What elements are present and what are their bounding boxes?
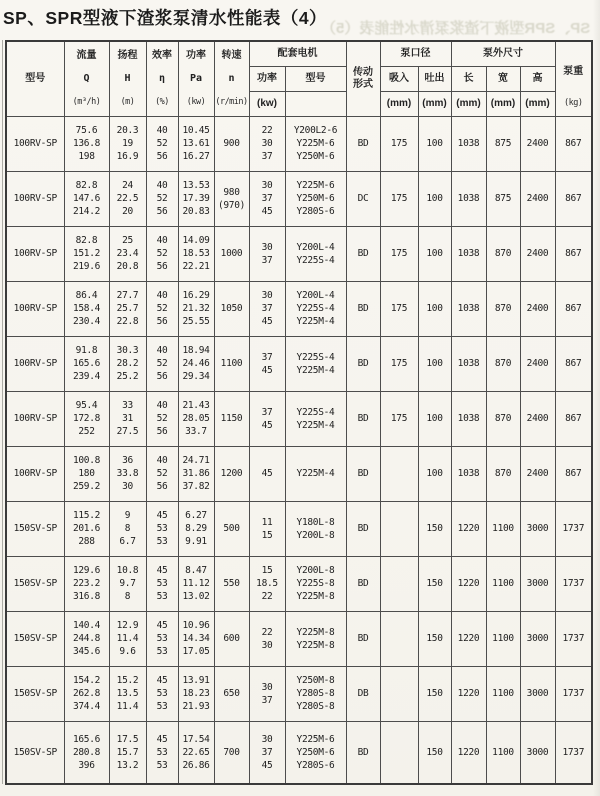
header-row-groups [6, 41, 592, 66]
cell-motor_kw: 11 15 [249, 501, 285, 556]
cell-discharge: 150 [418, 556, 451, 611]
cell-drive: BD [346, 721, 380, 784]
cell-motor_kw: 22 30 37 [249, 116, 285, 171]
cell-length: 1220 [451, 721, 486, 784]
cell-power: 24.71 31.86 37.82 [178, 446, 214, 501]
cell-suction: 175 [380, 391, 418, 446]
table-row [6, 226, 592, 281]
cell-eff: 45 53 53 [146, 501, 178, 556]
cell-discharge: 150 [418, 721, 451, 784]
cell-width: 1100 [486, 721, 520, 784]
col-header-bore-group: 泵口径 [380, 41, 451, 66]
cell-flow: 75.6 136.8 198 [64, 116, 109, 171]
cell-drive: BD [346, 611, 380, 666]
cell-suction: 175 [380, 116, 418, 171]
cell-weight: 867 [555, 116, 592, 171]
cell-discharge: 100 [418, 116, 451, 171]
cell-drive: BD [346, 501, 380, 556]
col-header-drive [346, 41, 380, 116]
cell-length: 1038 [451, 281, 486, 336]
cell-model: 100RV-SP [6, 281, 64, 336]
page-title: SP、SPR型液下渣浆泵清水性能表（4） [3, 8, 328, 28]
table-row [6, 336, 592, 391]
col-header-motor-power: 功率 [249, 66, 285, 91]
cell-discharge: 100 [418, 336, 451, 391]
cell-model: 100RV-SP [6, 116, 64, 171]
page-edge-shadow [593, 0, 600, 796]
cell-power: 8.47 11.12 13.02 [178, 556, 214, 611]
table-row [6, 721, 592, 784]
scan-artifact-line [2, 40, 3, 784]
cell-length: 1038 [451, 391, 486, 446]
col-header-motor-model: 型号 [285, 66, 346, 91]
cell-power: 13.91 18.23 21.93 [178, 666, 214, 721]
bleed-through-text: SP、SPR型液下渣浆泵清水性能表（5） [320, 20, 590, 37]
col-header-motor-group: 配套电机 [249, 41, 346, 66]
cell-weight: 867 [555, 446, 592, 501]
cell-discharge: 100 [418, 171, 451, 226]
head-symbol: H [124, 72, 131, 84]
col-header-efficiency [146, 41, 178, 116]
cell-model: 100RV-SP [6, 336, 64, 391]
cell-head: 12.9 11.4 9.6 [109, 611, 146, 666]
cell-motor_model: Y225M-6 Y250M-6 Y280S-6 [285, 721, 346, 784]
cell-flow: 95.4 172.8 252 [64, 391, 109, 446]
cell-width: 870 [486, 446, 520, 501]
cell-height: 2400 [520, 391, 555, 446]
cell-weight: 1737 [555, 721, 592, 784]
cell-speed: 500 [214, 501, 249, 556]
cell-model: 100RV-SP [6, 226, 64, 281]
cell-flow: 91.8 165.6 239.4 [64, 336, 109, 391]
cell-flow: 86.4 158.4 230.4 [64, 281, 109, 336]
head-label: 扬程 [117, 49, 138, 61]
cell-weight: 1737 [555, 501, 592, 556]
cell-height: 3000 [520, 611, 555, 666]
cell-motor_kw: 30 37 45 [249, 171, 285, 226]
cell-drive: BD [346, 226, 380, 281]
col-header-dims-group: 泵外尺寸 [451, 41, 555, 66]
cell-discharge: 100 [418, 281, 451, 336]
cell-model: 150SV-SP [6, 611, 64, 666]
cell-weight: 1737 [555, 611, 592, 666]
cell-length: 1220 [451, 611, 486, 666]
col-header-discharge: 吐出 [418, 66, 451, 91]
cell-head: 25 23.4 20.8 [109, 226, 146, 281]
table-row [6, 391, 592, 446]
cell-weight: 867 [555, 226, 592, 281]
col-header-weight [555, 41, 592, 116]
col-header-length: 长 [451, 66, 486, 91]
cell-suction [380, 721, 418, 784]
cell-drive: DC [346, 171, 380, 226]
cell-motor_model: Y200L-4 Y225S-4 Y225M-4 [285, 281, 346, 336]
cell-motor_model: Y225M-8 Y225M-8 [285, 611, 346, 666]
cell-flow: 100.8 180 259.2 [64, 446, 109, 501]
cell-height: 2400 [520, 336, 555, 391]
cell-suction [380, 611, 418, 666]
cell-speed: 1000 [214, 226, 249, 281]
cell-eff: 40 52 56 [146, 116, 178, 171]
table-wrapper [5, 40, 593, 785]
length-unit: (mm) [451, 91, 486, 116]
col-header-model: 型号 [6, 41, 64, 116]
cell-length: 1220 [451, 556, 486, 611]
flow-unit: (m³/h) [72, 96, 101, 107]
cell-speed: 650 [214, 666, 249, 721]
cell-suction [380, 446, 418, 501]
cell-motor_model: Y225M-4 [285, 446, 346, 501]
cell-power: 17.54 22.65 26.86 [178, 721, 214, 784]
cell-head: 17.5 15.7 13.2 [109, 721, 146, 784]
table-row [6, 171, 592, 226]
cell-discharge: 150 [418, 666, 451, 721]
cell-eff: 45 53 53 [146, 556, 178, 611]
power-unit: (kw) [186, 96, 206, 107]
col-header-width: 宽 [486, 66, 520, 91]
cell-model: 150SV-SP [6, 666, 64, 721]
cell-model: 150SV-SP [6, 556, 64, 611]
cell-weight: 867 [555, 281, 592, 336]
cell-motor_kw: 30 37 [249, 226, 285, 281]
cell-motor_model: Y225S-4 Y225M-4 [285, 391, 346, 446]
cell-model: 100RV-SP [6, 171, 64, 226]
cell-model: 150SV-SP [6, 721, 64, 784]
cell-width: 870 [486, 281, 520, 336]
table-row [6, 666, 592, 721]
cell-length: 1038 [451, 226, 486, 281]
cell-weight: 1737 [555, 556, 592, 611]
cell-drive: BD [346, 446, 380, 501]
cell-width: 1100 [486, 501, 520, 556]
cell-motor_model: Y200L2-6 Y225M-6 Y250M-6 [285, 116, 346, 171]
cell-motor_kw: 45 [249, 446, 285, 501]
discharge-unit: (mm) [418, 91, 451, 116]
cell-flow: 165.6 280.8 396 [64, 721, 109, 784]
cell-drive: DB [346, 666, 380, 721]
cell-speed: 1050 [214, 281, 249, 336]
col-header-height: 高 [520, 66, 555, 91]
cell-head: 10.8 9.7 8 [109, 556, 146, 611]
cell-speed: 980 (970) [214, 171, 249, 226]
cell-head: 27.7 25.7 22.8 [109, 281, 146, 336]
flow-symbol: Q [83, 72, 90, 84]
cell-motor_kw: 30 37 [249, 666, 285, 721]
efficiency-label: 效率 [152, 49, 172, 61]
cell-eff: 40 52 56 [146, 226, 178, 281]
cell-height: 3000 [520, 556, 555, 611]
efficiency-symbol: η [158, 72, 166, 84]
col-header-suction: 吸入 [380, 66, 418, 91]
cell-head: 20.3 19 16.9 [109, 116, 146, 171]
cell-speed: 700 [214, 721, 249, 784]
col-header-power [178, 41, 214, 116]
table-row [6, 556, 592, 611]
cell-power: 13.53 17.39 20.83 [178, 171, 214, 226]
table-body [6, 116, 592, 784]
cell-motor_model: Y225M-6 Y250M-6 Y280S-6 [285, 171, 346, 226]
head-unit: (m) [120, 96, 135, 107]
cell-discharge: 100 [418, 446, 451, 501]
cell-eff: 40 52 56 [146, 391, 178, 446]
cell-flow: 129.6 223.2 316.8 [64, 556, 109, 611]
cell-drive: BD [346, 336, 380, 391]
height-unit: (mm) [520, 91, 555, 116]
speed-symbol: n [228, 72, 235, 84]
cell-height: 3000 [520, 721, 555, 784]
cell-height: 3000 [520, 666, 555, 721]
power-label: 功率 [186, 49, 206, 61]
cell-suction: 175 [380, 171, 418, 226]
cell-weight: 1737 [555, 666, 592, 721]
cell-model: 100RV-SP [6, 391, 64, 446]
cell-drive: BD [346, 556, 380, 611]
cell-power: 14.09 18.53 22.21 [178, 226, 214, 281]
cell-suction: 175 [380, 336, 418, 391]
cell-motor_kw: 37 45 [249, 391, 285, 446]
cell-head: 24 22.5 20 [109, 171, 146, 226]
cell-width: 870 [486, 391, 520, 446]
cell-weight: 867 [555, 171, 592, 226]
cell-flow: 82.8 147.6 214.2 [64, 171, 109, 226]
cell-motor_model: Y250M-8 Y280S-8 Y280S-8 [285, 666, 346, 721]
cell-speed: 550 [214, 556, 249, 611]
cell-length: 1220 [451, 666, 486, 721]
cell-motor_kw: 22 30 [249, 611, 285, 666]
cell-model: 150SV-SP [6, 501, 64, 556]
cell-motor_kw: 30 37 45 [249, 721, 285, 784]
motor-model-unit-empty [285, 91, 346, 116]
cell-height: 2400 [520, 226, 555, 281]
cell-width: 1100 [486, 666, 520, 721]
cell-head: 33 31 27.5 [109, 391, 146, 446]
cell-motor_kw: 30 37 45 [249, 281, 285, 336]
efficiency-unit: (%) [155, 96, 169, 107]
weight-label: 泵重 [563, 65, 584, 77]
cell-height: 2400 [520, 171, 555, 226]
cell-length: 1038 [451, 446, 486, 501]
cell-height: 3000 [520, 501, 555, 556]
cell-head: 36 33.8 30 [109, 446, 146, 501]
cell-eff: 45 53 53 [146, 666, 178, 721]
flow-label: 流量 [76, 49, 97, 61]
cell-weight: 867 [555, 391, 592, 446]
cell-width: 875 [486, 171, 520, 226]
performance-table [5, 40, 593, 785]
cell-drive: BD [346, 116, 380, 171]
cell-width: 870 [486, 226, 520, 281]
cell-eff: 40 52 56 [146, 336, 178, 391]
cell-head: 15.2 13.5 11.4 [109, 666, 146, 721]
cell-motor_kw: 15 18.5 22 [249, 556, 285, 611]
drive-label-line2: 形式 [353, 78, 373, 90]
cell-motor_model: Y200L-4 Y225S-4 [285, 226, 346, 281]
drive-label-line1: 传动 [353, 66, 373, 78]
cell-suction: 175 [380, 281, 418, 336]
cell-suction [380, 556, 418, 611]
cell-suction: 175 [380, 226, 418, 281]
cell-eff: 45 53 53 [146, 611, 178, 666]
cell-speed: 1200 [214, 446, 249, 501]
width-unit: (mm) [486, 91, 520, 116]
cell-flow: 140.4 244.8 345.6 [64, 611, 109, 666]
cell-length: 1038 [451, 116, 486, 171]
cell-discharge: 150 [418, 611, 451, 666]
cell-speed: 1100 [214, 336, 249, 391]
col-header-flow [64, 41, 109, 116]
cell-length: 1038 [451, 171, 486, 226]
cell-power: 10.96 14.34 17.05 [178, 611, 214, 666]
cell-width: 875 [486, 116, 520, 171]
cell-motor_model: Y225S-4 Y225M-4 [285, 336, 346, 391]
suction-unit: (mm) [380, 91, 418, 116]
cell-flow: 115.2 201.6 288 [64, 501, 109, 556]
cell-length: 1038 [451, 336, 486, 391]
cell-head: 9 8 6.7 [109, 501, 146, 556]
cell-eff: 45 53 53 [146, 721, 178, 784]
cell-height: 2400 [520, 116, 555, 171]
speed-unit: (r/min) [215, 96, 248, 107]
cell-width: 1100 [486, 611, 520, 666]
cell-motor_model: Y180L-8 Y200L-8 [285, 501, 346, 556]
speed-label: 转速 [221, 49, 242, 61]
col-header-head [109, 41, 146, 116]
table-row [6, 501, 592, 556]
cell-power: 18.94 24.46 29.34 [178, 336, 214, 391]
cell-height: 2400 [520, 281, 555, 336]
cell-flow: 82.8 151.2 219.6 [64, 226, 109, 281]
weight-unit: (kg) [564, 97, 583, 108]
cell-discharge: 100 [418, 226, 451, 281]
cell-motor_model: Y200L-8 Y225S-8 Y225M-8 [285, 556, 346, 611]
cell-power: 6.27 8.29 9.91 [178, 501, 214, 556]
cell-eff: 40 52 56 [146, 446, 178, 501]
cell-width: 1100 [486, 556, 520, 611]
table-row [6, 446, 592, 501]
table-header [6, 41, 592, 116]
cell-suction [380, 666, 418, 721]
cell-power: 21.43 28.05 33.7 [178, 391, 214, 446]
cell-eff: 40 52 56 [146, 171, 178, 226]
cell-power: 10.45 13.61 16.27 [178, 116, 214, 171]
cell-discharge: 100 [418, 391, 451, 446]
cell-suction [380, 501, 418, 556]
power-symbol: Pa [189, 72, 203, 84]
cell-width: 870 [486, 336, 520, 391]
table-row [6, 611, 592, 666]
cell-head: 30.3 28.2 25.2 [109, 336, 146, 391]
cell-drive: BD [346, 391, 380, 446]
cell-height: 2400 [520, 446, 555, 501]
table-row [6, 281, 592, 336]
cell-weight: 867 [555, 336, 592, 391]
cell-motor_kw: 37 45 [249, 336, 285, 391]
cell-discharge: 150 [418, 501, 451, 556]
cell-length: 1220 [451, 501, 486, 556]
motor-power-unit: (kw) [249, 91, 285, 116]
cell-eff: 40 52 56 [146, 281, 178, 336]
cell-speed: 900 [214, 116, 249, 171]
table-row [6, 116, 592, 171]
cell-speed: 1150 [214, 391, 249, 446]
cell-power: 16.29 21.32 25.55 [178, 281, 214, 336]
col-header-speed [214, 41, 249, 116]
cell-model: 100RV-SP [6, 446, 64, 501]
cell-flow: 154.2 262.8 374.4 [64, 666, 109, 721]
cell-speed: 600 [214, 611, 249, 666]
cell-drive: BD [346, 281, 380, 336]
